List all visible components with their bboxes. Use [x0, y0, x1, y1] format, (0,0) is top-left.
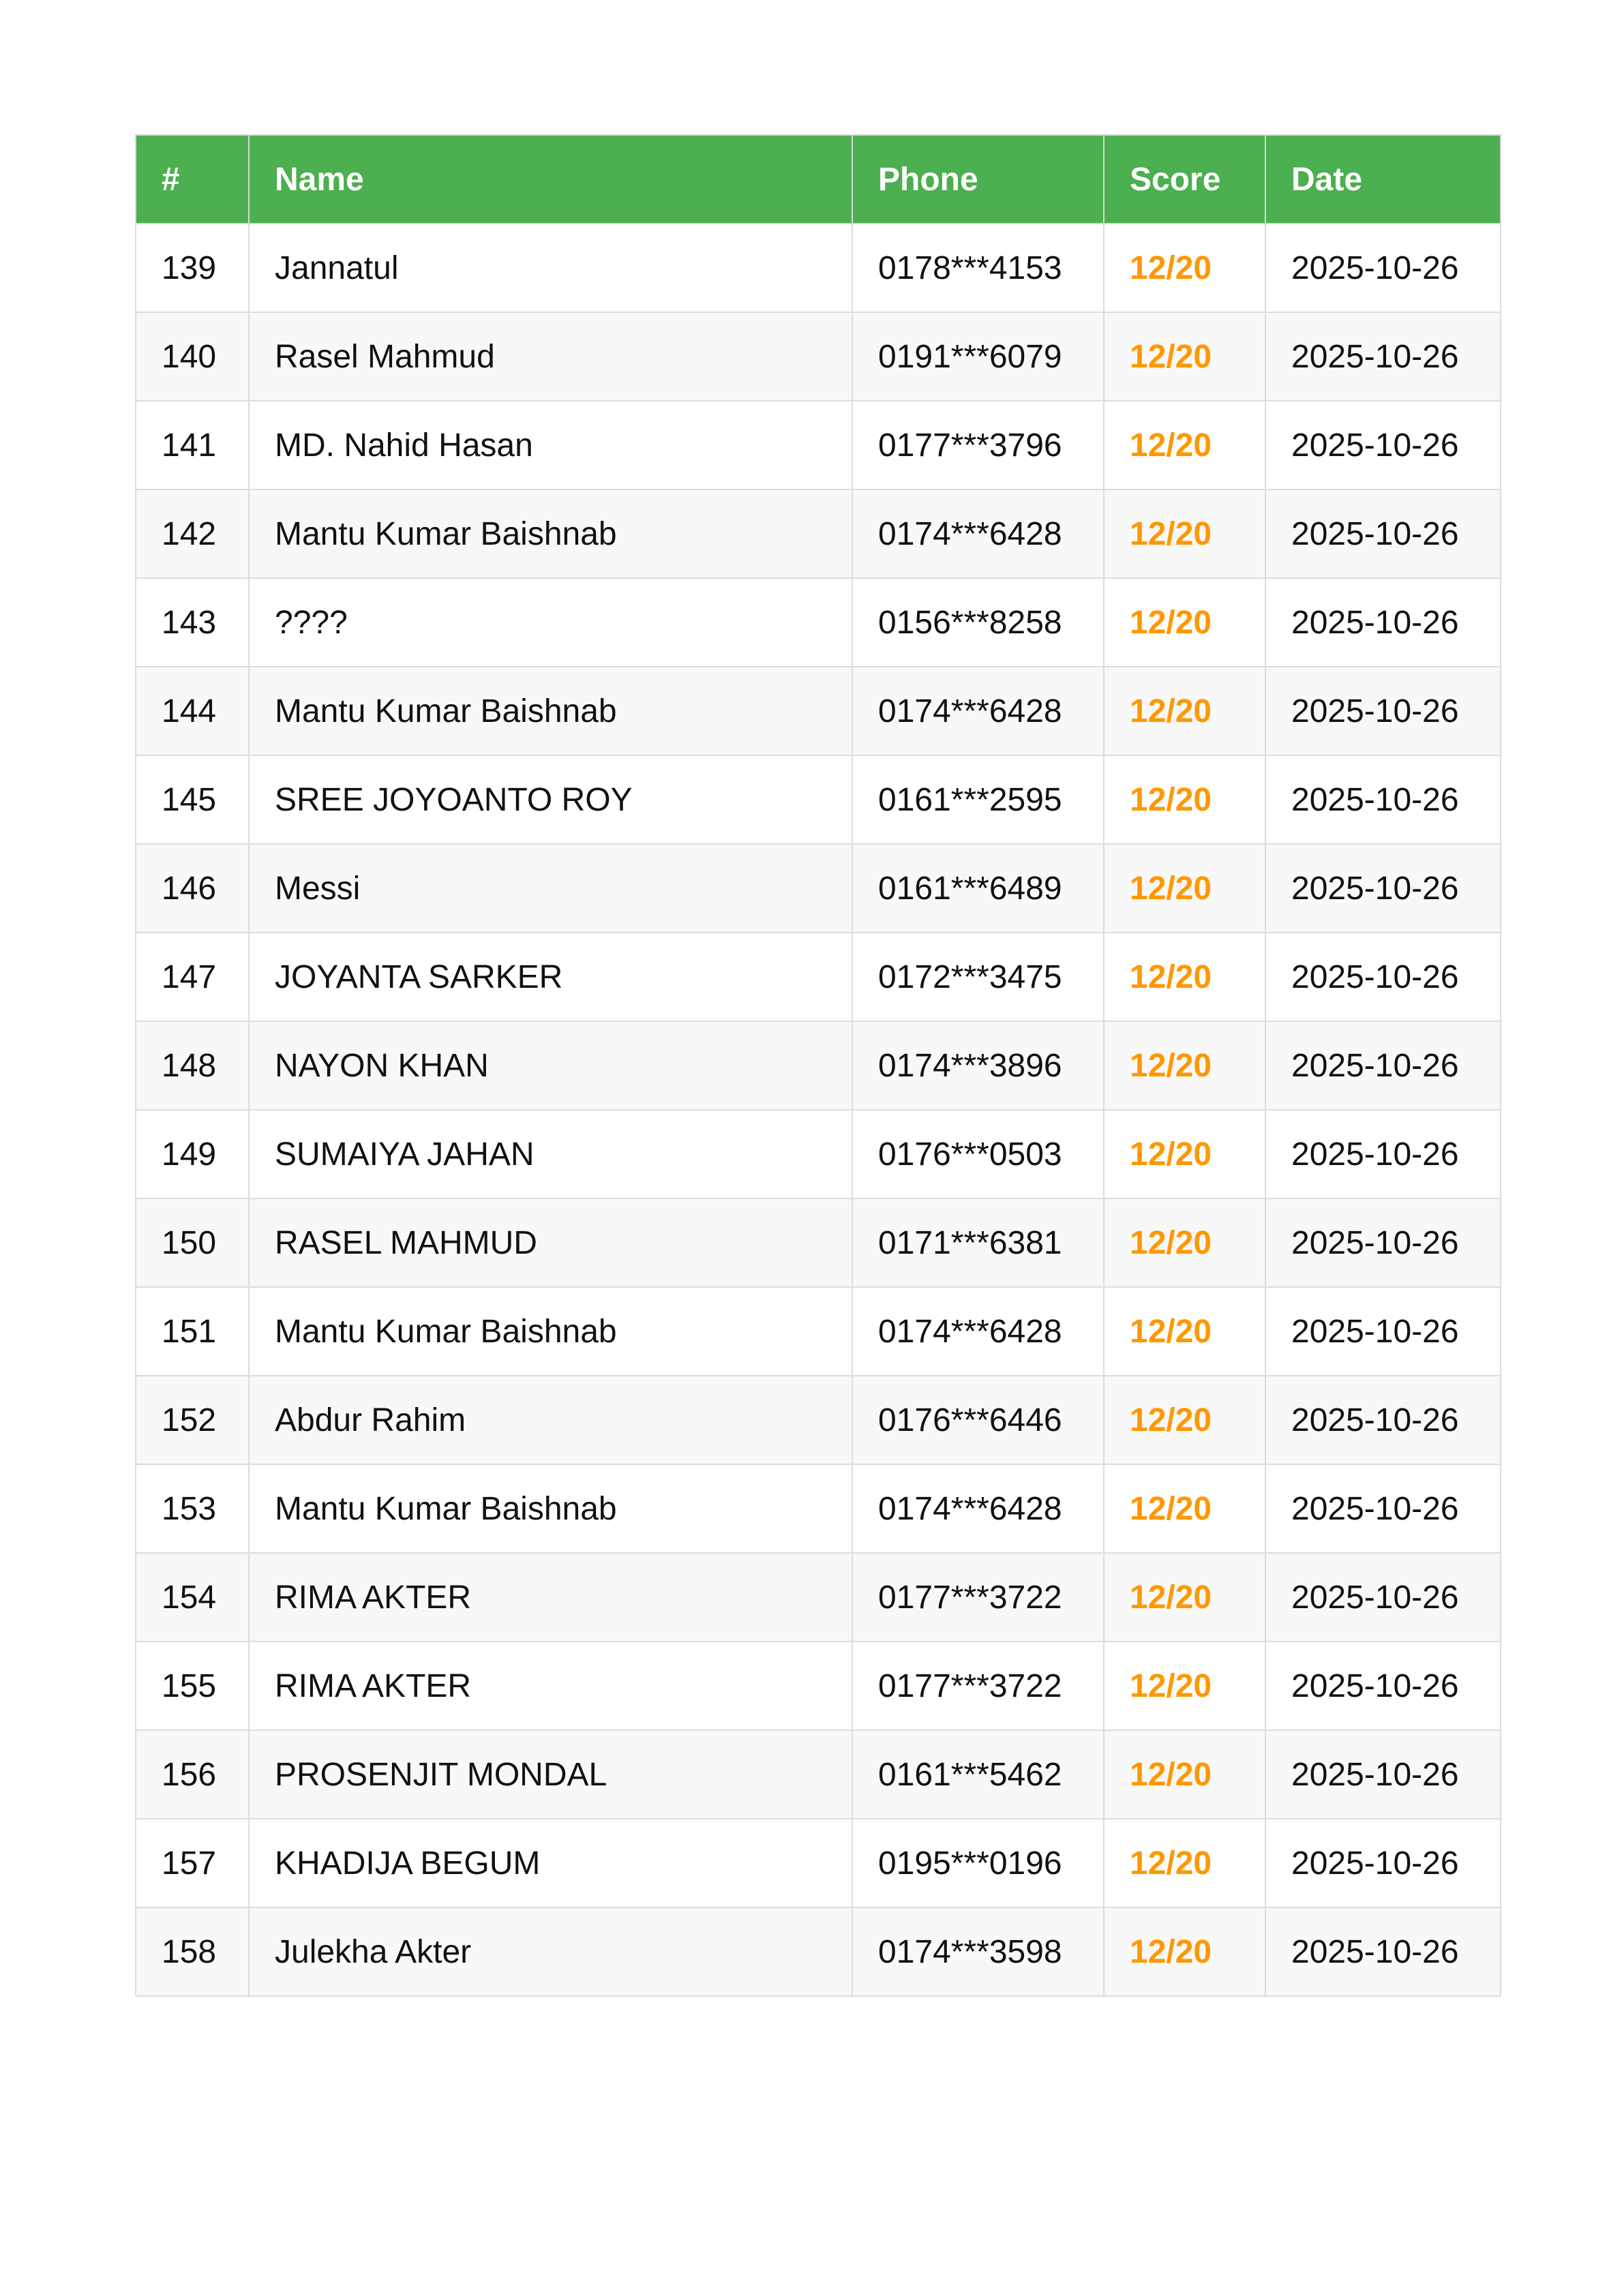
cell-phone: 0174***6428: [852, 1464, 1104, 1553]
cell-phone: 0161***2595: [852, 755, 1104, 844]
cell-number: 158: [136, 1907, 249, 1996]
table-row: [136, 578, 1501, 667]
cell-phone: 0174***6428: [852, 1287, 1104, 1376]
table-row: [136, 1021, 1501, 1110]
cell-name: MD. Nahid Hasan: [249, 401, 852, 489]
cell-name: NAYON KHAN: [249, 1021, 852, 1110]
cell-number: 151: [136, 1287, 249, 1376]
cell-score: 12/20: [1104, 1730, 1265, 1819]
table-row: [136, 933, 1501, 1021]
cell-phone: 0174***3896: [852, 1021, 1104, 1110]
cell-phone: 0156***8258: [852, 578, 1104, 667]
cell-score: 12/20: [1104, 933, 1265, 1021]
table-row: [136, 1642, 1501, 1730]
cell-date: 2025-10-26: [1265, 1464, 1501, 1553]
cell-name: Abdur Rahim: [249, 1376, 852, 1464]
cell-phone: 0176***6446: [852, 1376, 1104, 1464]
cell-name: RIMA AKTER: [249, 1642, 852, 1730]
cell-date: 2025-10-26: [1265, 1730, 1501, 1819]
table-row: [136, 1907, 1501, 1996]
table-row: [136, 667, 1501, 755]
cell-phone: 0172***3475: [852, 933, 1104, 1021]
cell-phone: 0174***6428: [852, 667, 1104, 755]
cell-name: Mantu Kumar Baishnab: [249, 1287, 852, 1376]
header-number: #: [136, 135, 249, 224]
cell-phone: 0195***0196: [852, 1819, 1104, 1907]
cell-date: 2025-10-26: [1265, 755, 1501, 844]
cell-phone: 0176***0503: [852, 1110, 1104, 1198]
table-row: [136, 224, 1501, 312]
header-date: Date: [1265, 135, 1501, 224]
cell-name: RASEL MAHMUD: [249, 1198, 852, 1287]
table-header: [136, 135, 1501, 224]
cell-number: 156: [136, 1730, 249, 1819]
cell-score: 12/20: [1104, 1907, 1265, 1996]
table-row: [136, 1730, 1501, 1819]
cell-date: 2025-10-26: [1265, 1907, 1501, 1996]
cell-name: KHADIJA BEGUM: [249, 1819, 852, 1907]
cell-name: Rasel Mahmud: [249, 312, 852, 401]
cell-score: 12/20: [1104, 667, 1265, 755]
header-name: Name: [249, 135, 852, 224]
cell-name: Mantu Kumar Baishnab: [249, 489, 852, 578]
cell-score: 12/20: [1104, 489, 1265, 578]
table-row: [136, 1287, 1501, 1376]
cell-name: Jannatul: [249, 224, 852, 312]
cell-phone: 0161***5462: [852, 1730, 1104, 1819]
cell-score: 12/20: [1104, 1819, 1265, 1907]
cell-number: 145: [136, 755, 249, 844]
table-row: [136, 1198, 1501, 1287]
cell-date: 2025-10-26: [1265, 401, 1501, 489]
table-body: [136, 224, 1501, 1996]
cell-number: 150: [136, 1198, 249, 1287]
cell-date: 2025-10-26: [1265, 1198, 1501, 1287]
table-row: [136, 1464, 1501, 1553]
cell-date: 2025-10-26: [1265, 489, 1501, 578]
cell-date: 2025-10-26: [1265, 933, 1501, 1021]
cell-name: PROSENJIT MONDAL: [249, 1730, 852, 1819]
cell-score: 12/20: [1104, 1110, 1265, 1198]
cell-phone: 0191***6079: [852, 312, 1104, 401]
cell-number: 140: [136, 312, 249, 401]
table-row: [136, 489, 1501, 578]
cell-name: Messi: [249, 844, 852, 933]
cell-date: 2025-10-26: [1265, 312, 1501, 401]
header-score: Score: [1104, 135, 1265, 224]
cell-date: 2025-10-26: [1265, 224, 1501, 312]
cell-name: Julekha Akter: [249, 1907, 852, 1996]
cell-name: Mantu Kumar Baishnab: [249, 1464, 852, 1553]
cell-phone: 0161***6489: [852, 844, 1104, 933]
cell-number: 147: [136, 933, 249, 1021]
cell-date: 2025-10-26: [1265, 1110, 1501, 1198]
cell-name: RIMA AKTER: [249, 1553, 852, 1642]
cell-phone: 0171***6381: [852, 1198, 1104, 1287]
cell-phone: 0177***3722: [852, 1553, 1104, 1642]
cell-score: 12/20: [1104, 1287, 1265, 1376]
table-row: [136, 844, 1501, 933]
cell-number: 155: [136, 1642, 249, 1730]
cell-score: 12/20: [1104, 578, 1265, 667]
table-row: [136, 312, 1501, 401]
cell-score: 12/20: [1104, 1021, 1265, 1110]
cell-date: 2025-10-26: [1265, 844, 1501, 933]
cell-phone: 0177***3722: [852, 1642, 1104, 1730]
cell-score: 12/20: [1104, 1376, 1265, 1464]
cell-score: 12/20: [1104, 844, 1265, 933]
cell-date: 2025-10-26: [1265, 1287, 1501, 1376]
cell-score: 12/20: [1104, 1464, 1265, 1553]
cell-score: 12/20: [1104, 401, 1265, 489]
results-table: [135, 134, 1501, 1997]
cell-score: 12/20: [1104, 755, 1265, 844]
cell-number: 141: [136, 401, 249, 489]
cell-number: 142: [136, 489, 249, 578]
cell-phone: 0177***3796: [852, 401, 1104, 489]
cell-phone: 0174***3598: [852, 1907, 1104, 1996]
cell-number: 149: [136, 1110, 249, 1198]
cell-number: 153: [136, 1464, 249, 1553]
cell-score: 12/20: [1104, 1198, 1265, 1287]
cell-score: 12/20: [1104, 312, 1265, 401]
cell-date: 2025-10-26: [1265, 1376, 1501, 1464]
table-row: [136, 1819, 1501, 1907]
cell-date: 2025-10-26: [1265, 1642, 1501, 1730]
cell-number: 148: [136, 1021, 249, 1110]
cell-name: SUMAIYA JAHAN: [249, 1110, 852, 1198]
cell-name: ????: [249, 578, 852, 667]
table-row: [136, 1553, 1501, 1642]
header-row: [136, 135, 1501, 224]
table-row: [136, 401, 1501, 489]
cell-date: 2025-10-26: [1265, 667, 1501, 755]
cell-date: 2025-10-26: [1265, 1553, 1501, 1642]
cell-name: Mantu Kumar Baishnab: [249, 667, 852, 755]
cell-number: 139: [136, 224, 249, 312]
cell-name: JOYANTA SARKER: [249, 933, 852, 1021]
table-row: [136, 1110, 1501, 1198]
cell-number: 157: [136, 1819, 249, 1907]
cell-date: 2025-10-26: [1265, 1021, 1501, 1110]
cell-number: 143: [136, 578, 249, 667]
cell-date: 2025-10-26: [1265, 1819, 1501, 1907]
cell-phone: 0174***6428: [852, 489, 1104, 578]
cell-phone: 0178***4153: [852, 224, 1104, 312]
table-row: [136, 1376, 1501, 1464]
cell-date: 2025-10-26: [1265, 578, 1501, 667]
header-phone: Phone: [852, 135, 1104, 224]
cell-number: 152: [136, 1376, 249, 1464]
table-row: [136, 755, 1501, 844]
cell-number: 144: [136, 667, 249, 755]
cell-number: 146: [136, 844, 249, 933]
cell-number: 154: [136, 1553, 249, 1642]
cell-score: 12/20: [1104, 1642, 1265, 1730]
cell-score: 12/20: [1104, 224, 1265, 312]
cell-score: 12/20: [1104, 1553, 1265, 1642]
cell-name: SREE JOYOANTO ROY: [249, 755, 852, 844]
